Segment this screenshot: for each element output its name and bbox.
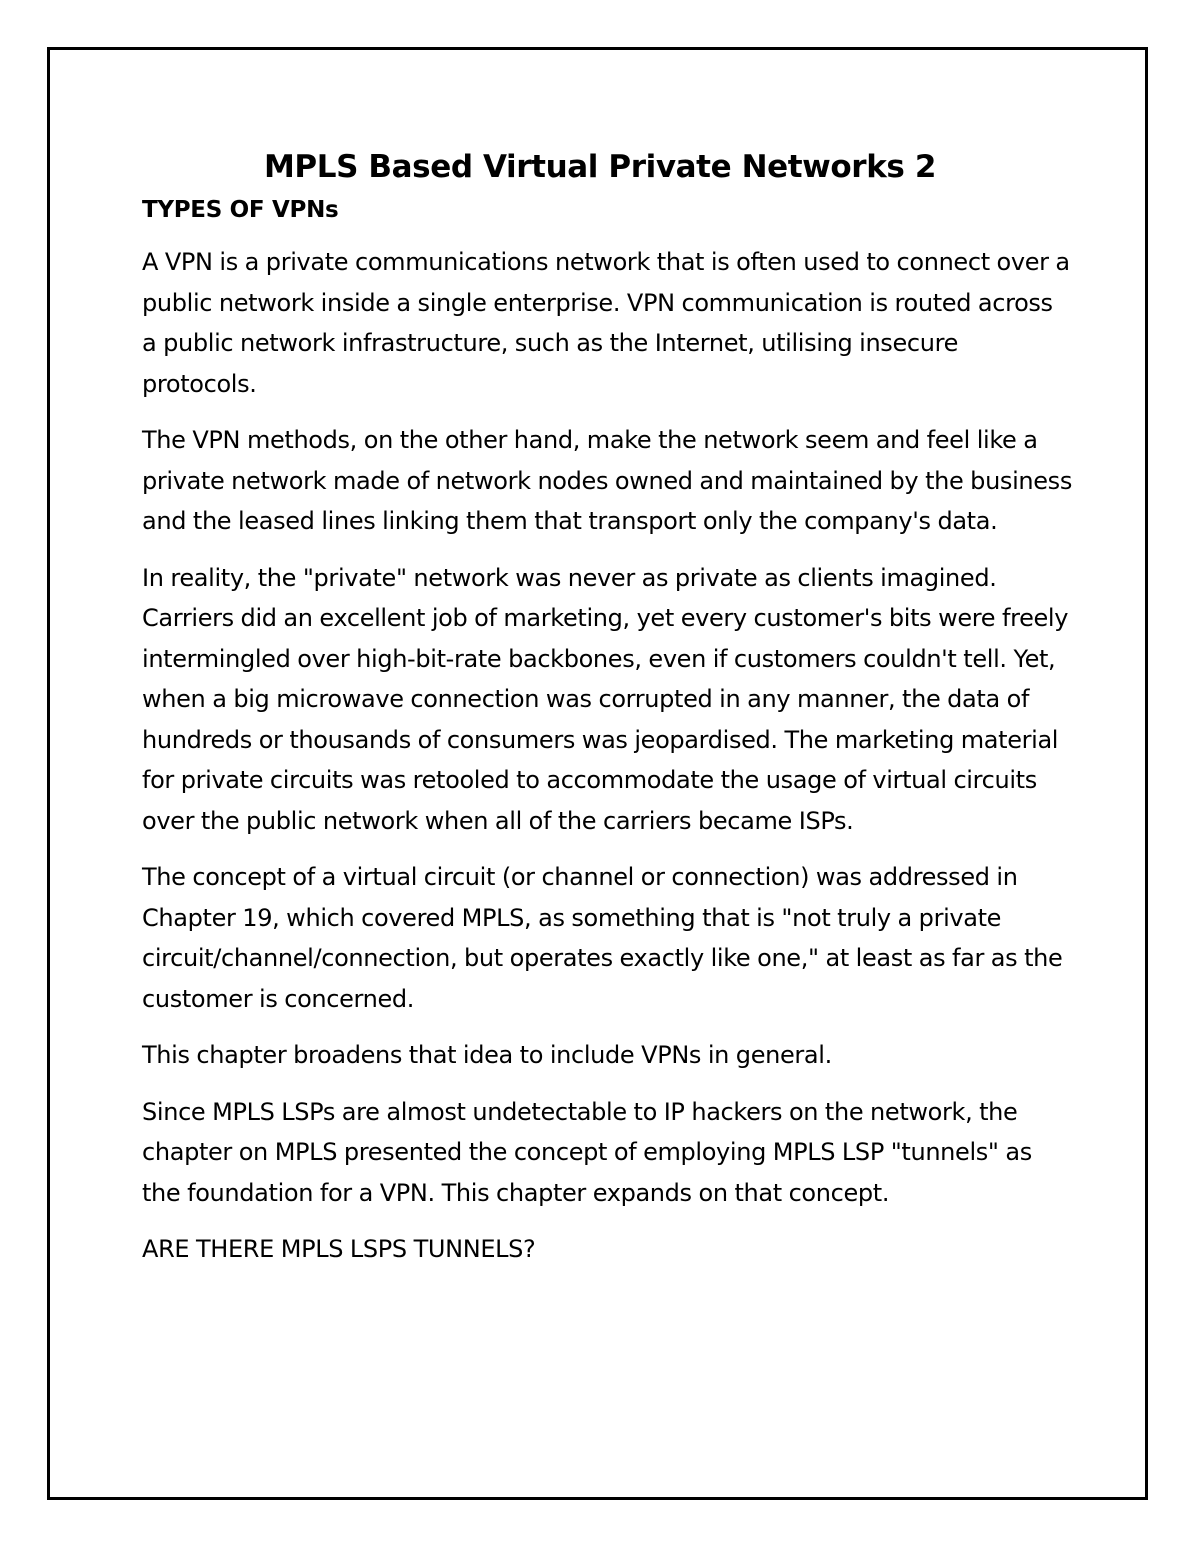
section-heading: TYPES OF VPNs bbox=[142, 197, 339, 223]
paragraph-chapter-scope: This chapter broadens that idea to include VPNs in general. bbox=[142, 1041, 832, 1069]
paragraph-virtual-circuit-concept: The concept of a virtual circuit (or channel or connection) was addressed in Chapter 19, which covered MPLS, as something that is "not truly a private circuit/channel/connection, but operates exactly like one," at least as far as the customer is concerned. bbox=[142, 863, 1063, 1013]
paragraph-private-network-reality: In reality, the "private" network was never as private as clients imagined. Carriers did an excellent job of marketing, yet every customer's bits were freely intermingled over high-bit-rate backbones, even if customers couldn't tell. Yet, when a big microwave connection was corrupted in any manner, the data of hundreds or thousands of consumers was jeopardised. The marketing material for private circuits was retooled to accommodate the usage of virtual circuits over the public network when all of the carriers became ISPs. bbox=[142, 563, 1069, 835]
paragraph-vpn-methods: The VPN methods, on the other hand, make the network seem and feel like a private network made of network nodes owned and maintained by the business and the leased lines linking them that transport only the company's data. bbox=[142, 426, 1072, 535]
paragraph-vpn-definition: A VPN is a private communications network that is often used to connect over a public network inside a single enterprise. VPN communication is routed across a public network infrastructure, such as the Internet, utilising insecure protocols. bbox=[142, 248, 1070, 398]
document-body bbox=[142, 145, 1072, 1270]
document-title: MPLS Based Virtual Private Networks 2 bbox=[263, 149, 937, 185]
paragraph-closing-question: ARE THERE MPLS LSPS TUNNELS? bbox=[142, 1235, 536, 1263]
paragraph-mpls-lsp-tunnels: Since MPLS LSPs are almost undetectable to IP hackers on the network, the chapter on MPLS presented the concept of employing MPLS LSP "tunnels" as the foundation for a VPN. This chapter expands on that concept. bbox=[142, 1097, 1032, 1207]
